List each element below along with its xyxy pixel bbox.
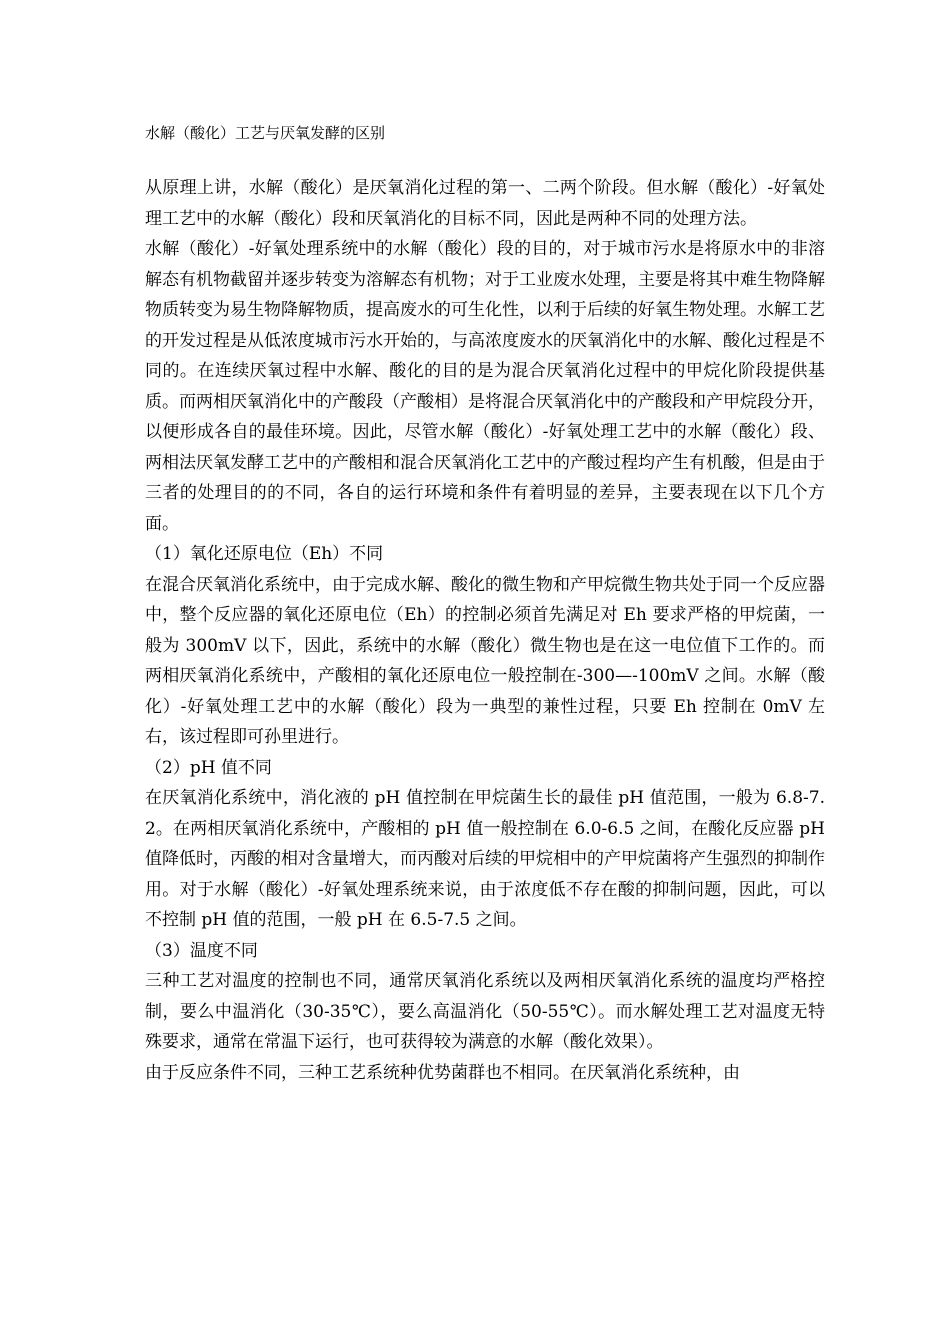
paragraph-purpose: 水解（酸化）-好氧处理系统中的水解（酸化）段的目的，对于城市污水是将原水中的非溶解态有机物截留并逐步转变为溶解态有机物；对于工业废水处理，主要是将其中难生物降解物质转变为易生物降解物质，提高废水的可生化性，以利于后续的好氧生物处理。水解工艺的开发过程是从低浓度城市污水开始的，与高浓度废水的厌氧消化中的水解、酸化过程是不同的。在连续厌氧过程中水解、酸化的目的是为混合厌氧消化过程中的甲烷化阶段提供基质。而两相厌氧消化中的产酸段（产酸相）是将混合厌氧消化中的产酸段和产甲烷段分开，以便形成各自的最佳环境。因此，尽管水解（酸化）-好氧处理工艺中的水解（酸化）段、两相法厌氧发酵工艺中的产酸相和混合厌氧消化工艺中的产酸过程均产生有机酸，但是由于三者的处理目的的不同，各自的运行环境和条件有着明显的差异，主要表现在以下几个方面。 (145, 239, 825, 534)
paragraph-temperature: 三种工艺对温度的控制也不同，通常厌氧消化系统以及两相厌氧消化系统的温度均严格控制，要么中温消化（30-35℃），要么高温消化（50-55℃）。而水解处理工艺对温度无特殊要求，通常在常温下运行，也可获得较为满意的水解（酸化效果）。 (145, 971, 825, 1052)
section-heading-ph: （2）pH 值不同 (145, 757, 272, 778)
paragraph-bacteria: 由于反应条件不同，三种工艺系统种优势菌群也不相同。在厌氧消化系统种，由 (145, 1062, 740, 1083)
document-body (145, 173, 825, 1088)
section-heading-temperature: （3）温度不同 (145, 940, 258, 961)
paragraph-eh: 在混合厌氧消化系统中，由于完成水解、酸化的微生物和产甲烷微生物共处于同一个反应器中，整个反应器的氧化还原电位（Eh）的控制必须首先满足对 Eh 要求严格的甲烷菌，一般为 300mV 以下，因此，系统中的水解（酸化）微生物也是在这一电位值下工作的。而两相厌氧消化系统中，产酸相的氧化还原电位一般控制在-300—-100mV 之间。水解（酸化）-好氧处理工艺中的水解（酸化）段为一典型的兼性过程，只要 Eh 控制在 0mV 左右，该过程即可孙里进行。 (145, 574, 825, 747)
paragraph-ph: 在厌氧消化系统中，消化液的 pH 值控制在甲烷菌生长的最佳 pH 值范围，一般为 6.8-7.2。在两相厌氧消化系统中，产酸相的 pH 值一般控制在 6.0-6.5 之间，在酸化反应器 pH 值降低时，丙酸的相对含量增大，而丙酸对后续的甲烷相中的产甲烷菌将产生强烈的抑制作用。对于水解（酸化）-好氧处理系统来说，由于浓度低不存在酸的抑制问题，因此，可以不控制 pH 值的范围，一般 pH 在 6.5-7.5 之间。 (145, 788, 825, 930)
document-title: 水解（酸化）工艺与厌氧发酵的区别 (145, 124, 386, 142)
section-heading-eh: （1）氧化还原电位（Eh）不同 (145, 544, 384, 564)
paragraph-intro: 从原理上讲，水解（酸化）是厌氧消化过程的第一、二两个阶段。但水解（酸化）-好氧处理工艺中的水解（酸化）段和厌氧消化的目标不同，因此是两种不同的处理方法。 (145, 178, 825, 229)
